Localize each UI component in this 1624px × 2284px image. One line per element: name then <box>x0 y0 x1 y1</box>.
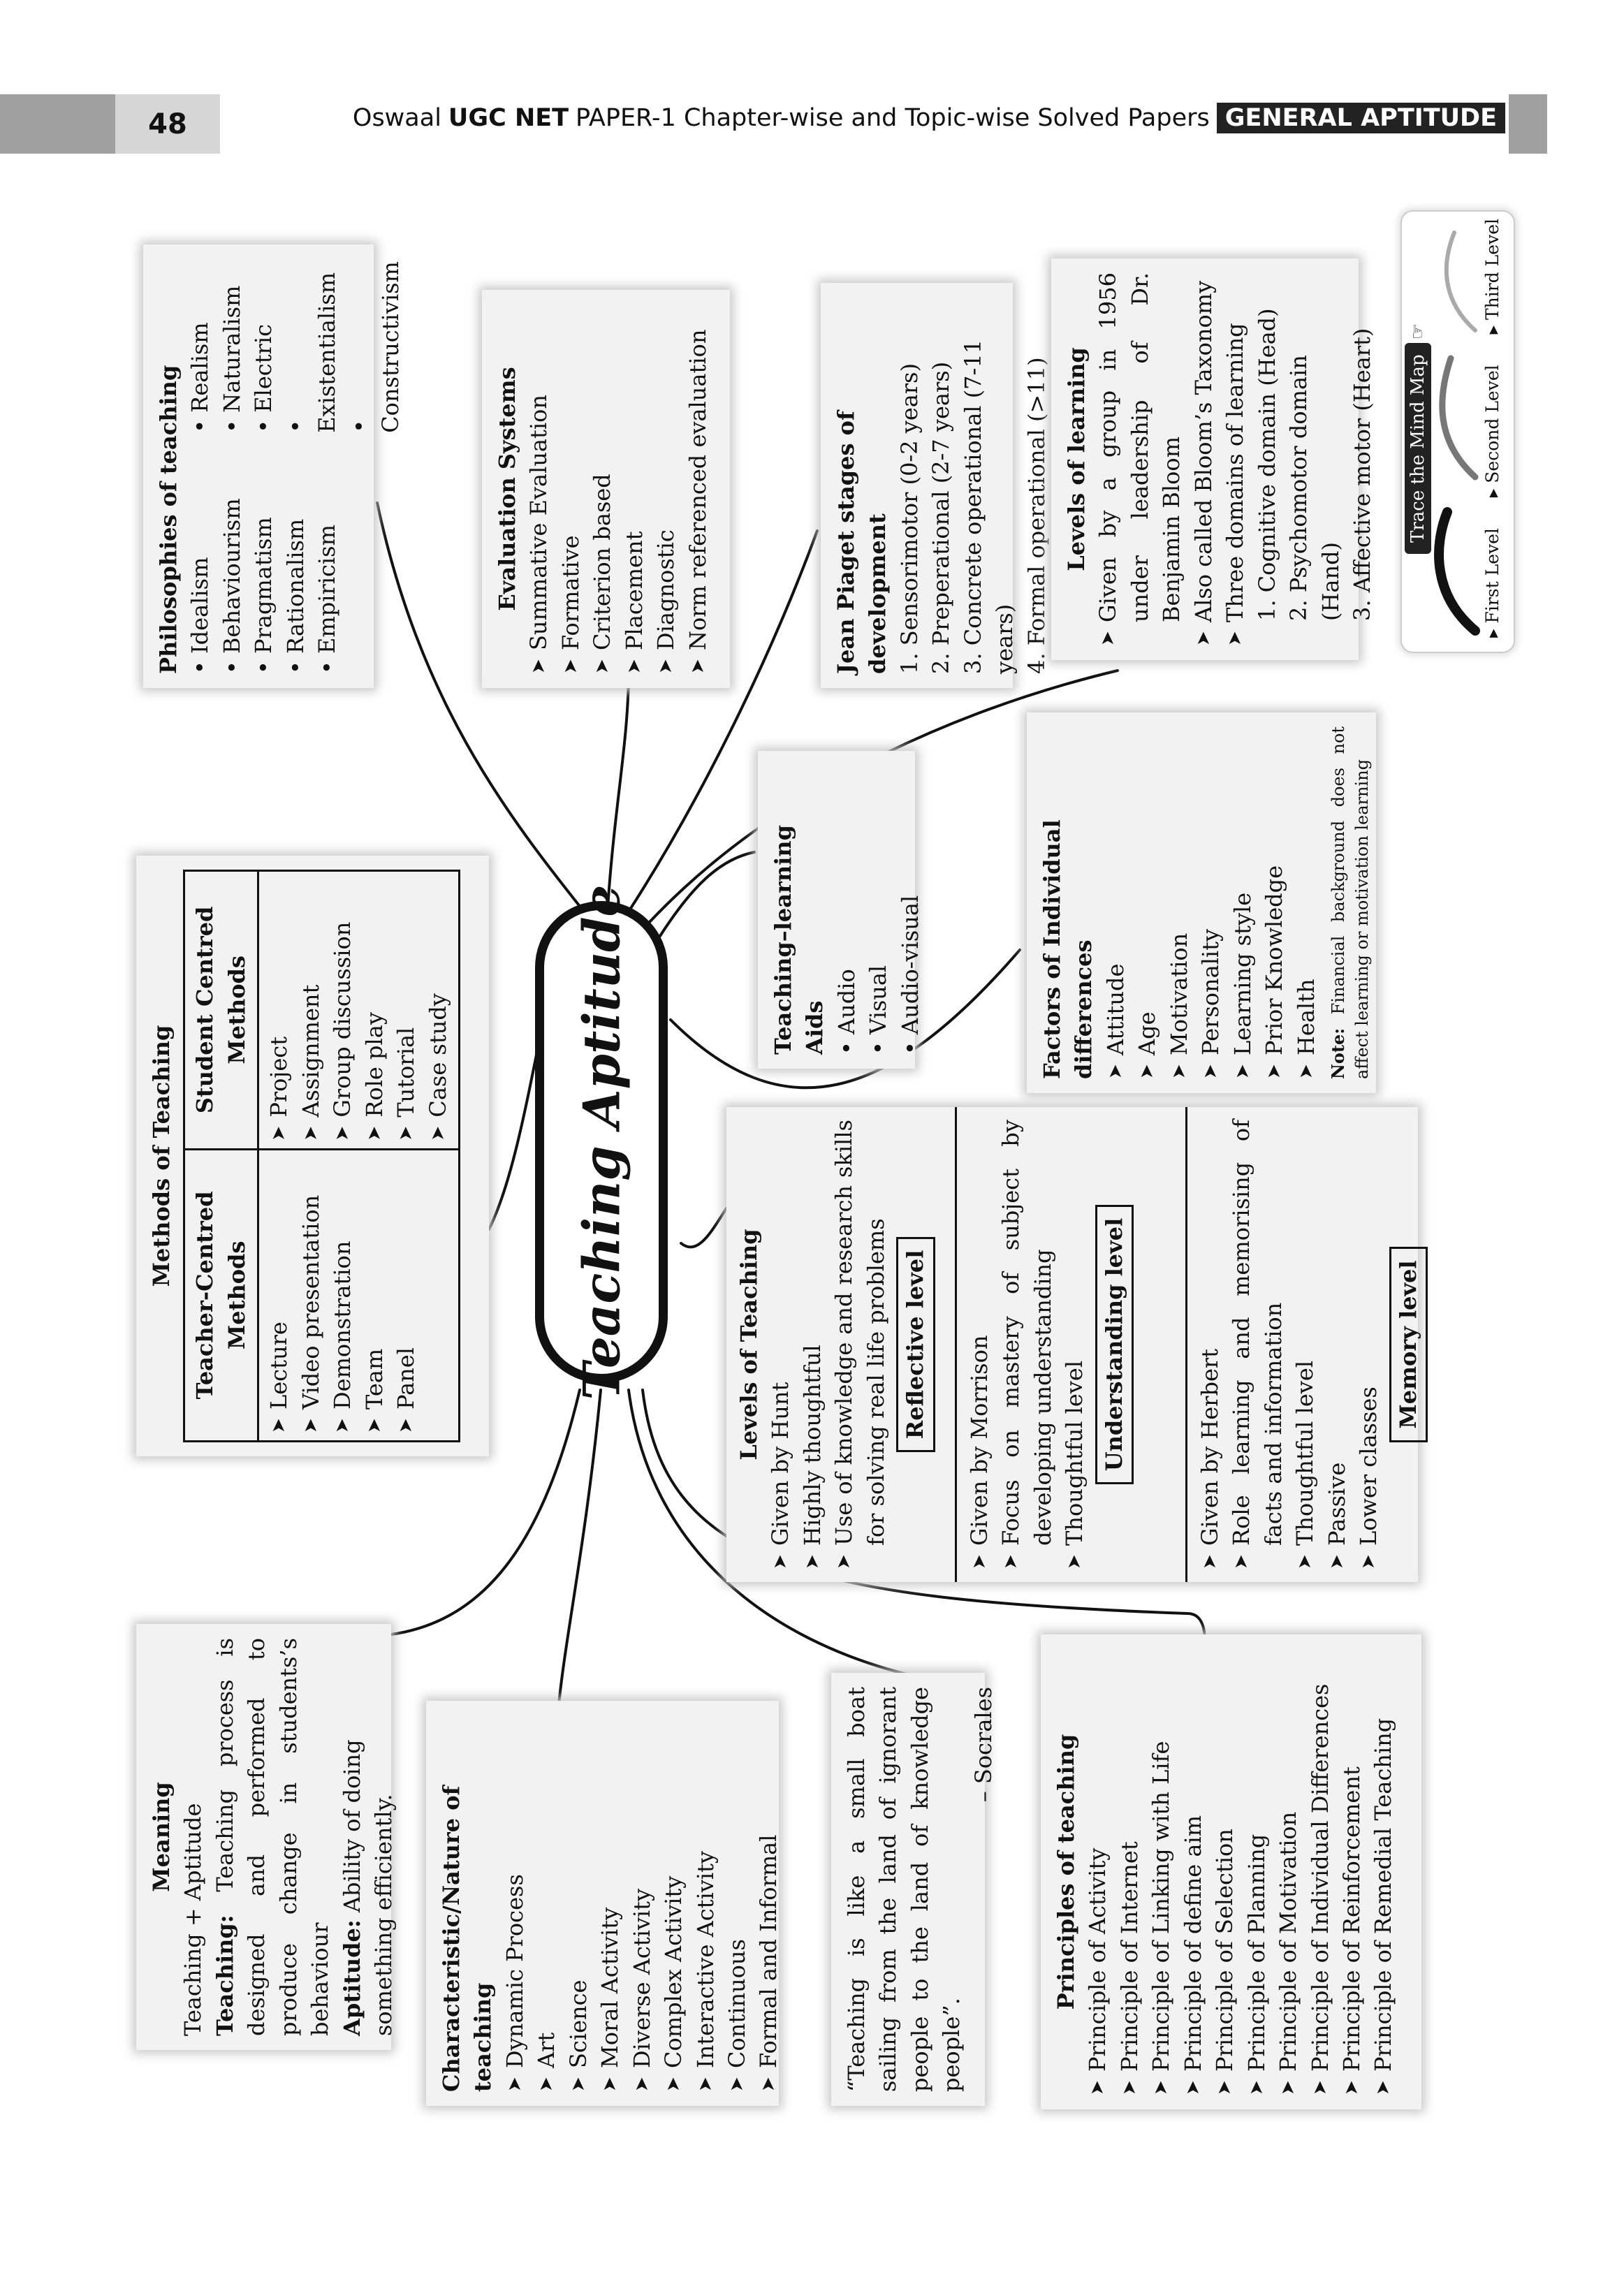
principle-item: ➤ Principle of Motivation <box>1275 1811 1302 2095</box>
methods-body-row <box>258 871 460 1442</box>
aid-item: • Visual <box>865 965 892 1055</box>
evaluation-box <box>482 290 730 688</box>
method-item: ➤ Tutorial <box>393 1027 420 1141</box>
understanding-level-label: Understanding level <box>1095 1205 1134 1485</box>
legend-first-level: ▸ First Level <box>1482 528 1502 638</box>
methods-box <box>136 856 489 1456</box>
meaning-teaching-label: Teaching: <box>211 1915 238 2036</box>
characteristic-item: ➤ Complex Activity <box>660 1875 687 2092</box>
reflective-item: ➤ Use of knowledge and research skills for solving real life problems <box>831 1120 889 1569</box>
meaning-aptitude-text: Ability of doing something efficiently. <box>338 1739 397 2036</box>
memory-item: ➤ Thoughtful level <box>1292 1360 1319 1569</box>
principle-item: ➤ Principle of Internet <box>1115 1841 1143 2095</box>
legend-curve-first <box>1439 512 1475 631</box>
levels-teaching-title: Levels of Teaching <box>736 1229 762 1461</box>
header-title-rest: PAPER-1 Chapter-wise and Topic-wise Solved Papers <box>576 104 1210 132</box>
evaluation-item: ➤ Formative <box>557 535 584 674</box>
piaget-item: 1. Sensorimotor (0-2 years) <box>895 363 923 674</box>
legend-inner <box>1402 212 1514 652</box>
teacher-centred-list <box>258 1149 460 1441</box>
evaluation-list <box>523 304 714 674</box>
principles-title: Principles of teaching <box>1053 1734 1079 2010</box>
connector-levels-teaching <box>681 1208 726 1247</box>
factors-box <box>1027 712 1376 1093</box>
characteristic-item: ➤ Continuous <box>723 1939 750 2092</box>
central-node-label: Teaching Aptitude <box>571 884 631 1400</box>
characteristic-item: ➤ Art <box>533 2032 560 2092</box>
quote-text: “Teaching is like a small boat sailing from the land of ignorant people to the land of knowledge people”. <box>843 1687 965 2092</box>
piaget-item: 4. Formal operational (>11) <box>1023 357 1050 674</box>
memory-item: ➤ Given by Herbert <box>1197 1348 1223 1569</box>
philosophies-col1 <box>184 439 407 674</box>
factors-title: Factors of Individual differences <box>1039 819 1097 1079</box>
piaget-title: Jean Piaget stages of development <box>833 411 891 674</box>
aid-item: • Audio-visual <box>896 895 923 1055</box>
meaning-title: Meaning <box>148 1782 175 1892</box>
philosophies-col2 <box>184 258 407 433</box>
hand-pointer-icon: ☞ <box>1407 323 1428 340</box>
principle-item: ➤ Principle of Reinforcement <box>1338 1766 1365 2095</box>
connector-characteristics <box>559 1390 601 1704</box>
meaning-aptitude <box>337 1638 400 2036</box>
factor-item: ➤ Prior Knowledge <box>1261 865 1288 1079</box>
characteristic-item: ➤ Science <box>564 1979 592 2092</box>
factors-note-label: Note: <box>1327 1027 1348 1079</box>
connector-methods <box>489 1048 538 1229</box>
evaluation-title: Evaluation Systems <box>494 367 520 611</box>
section-tag: GENERAL APTITUDE <box>1217 103 1505 133</box>
legend-levels <box>1482 219 1502 638</box>
principle-item: ➤ Principle of define aim <box>1179 1815 1206 2095</box>
domain-item: 2. Psychomotor domain (Hand) <box>1285 355 1344 621</box>
legend-curve-third <box>1447 233 1475 330</box>
levels-learning-item: ➤ Three domains of learning <box>1222 323 1249 646</box>
evaluation-item: ➤ Diagnostic <box>652 529 680 674</box>
domains-list <box>1252 272 1379 646</box>
aids-box <box>758 751 923 1069</box>
method-item: ➤ Demonstration <box>329 1240 356 1433</box>
factor-item: ➤ Age <box>1134 1011 1161 1079</box>
method-item: ➤ Role play <box>360 1012 388 1141</box>
characteristics-box <box>426 1701 782 2106</box>
principle-item: ➤ Principle of Activity <box>1084 1847 1111 2095</box>
evaluation-item: ➤ Norm referenced evaluation <box>684 329 711 674</box>
memory-item: ➤ Role learning and memorising of facts and information <box>1228 1120 1287 1569</box>
domain-item: 1. Cognitive domain (Head) <box>1253 308 1280 621</box>
philosophy-item: • Naturalism <box>218 285 245 433</box>
central-node <box>535 884 668 1400</box>
evaluation-item: ➤ Criterion based <box>589 474 616 674</box>
philosophies-title: Philosophies of teaching <box>155 365 182 674</box>
levels-learning-item: ➤ Also called Bloom’s Taxonomy <box>1190 280 1217 646</box>
meaning-teaching-text: Teaching process is designed and performed to produce change in students’s behaviour <box>211 1637 334 2036</box>
domain-item: 3. Affective motor (Heart) <box>1348 328 1375 621</box>
methods-title: Methods of Teaching <box>148 1025 175 1287</box>
method-item: ➤ Panel <box>393 1347 420 1433</box>
methods-header-row <box>184 871 258 1442</box>
methods-col1-header: Teacher-Centred Methods <box>184 1149 258 1441</box>
factor-item: ➤ Learning style <box>1229 892 1256 1079</box>
student-centred-list <box>258 871 460 1150</box>
evaluation-item: ➤ Summative Evaluation <box>525 395 553 674</box>
factor-item: ➤ Attitude <box>1102 963 1129 1079</box>
method-item: ➤ Team <box>360 1348 388 1433</box>
meaning-aptitude-label: Aptitude: <box>338 1919 365 2036</box>
principles-box <box>1041 1634 1421 2109</box>
evaluation-item: ➤ Placement <box>620 531 648 674</box>
legend-box <box>1400 210 1515 653</box>
header-title-bold: UGC NET <box>448 104 569 132</box>
legend-title: Trace the Mind Map <box>1405 343 1431 554</box>
method-item: ➤ Case study <box>424 993 451 1141</box>
piaget-box <box>821 283 1050 688</box>
legend-third-level: ▸ Third Level <box>1482 219 1502 335</box>
quote-author: – Socrales <box>970 1687 997 1803</box>
memory-item: ➤ Lower classes <box>1355 1386 1382 1569</box>
legend-curve-second <box>1442 358 1475 477</box>
principle-item: ➤ Principle of Selection <box>1211 1829 1238 2095</box>
philosophy-item: • Empiricism <box>314 525 341 674</box>
philosophy-item: • Pragmatism <box>250 517 277 674</box>
philosophy-item: • Electric <box>250 323 277 433</box>
reflective-level-label: Reflective level <box>896 1237 935 1453</box>
levels-teaching-box <box>726 1107 1421 1582</box>
factor-item: ➤ Personality <box>1197 928 1224 1079</box>
connector-evaluation <box>608 671 629 908</box>
understanding-item: ➤ Given by Morrison <box>966 1335 993 1569</box>
principle-item: ➤ Principle of Planning <box>1243 1833 1270 2095</box>
legend-second-level: ▸ Second Level <box>1482 365 1502 498</box>
principle-item: ➤ Principle of Individual Differences <box>1306 1683 1333 2095</box>
philosophies-list <box>184 258 407 674</box>
philosophy-item: • Idealism <box>186 557 214 674</box>
understanding-item: ➤ Thoughtful level <box>1061 1360 1088 1569</box>
principle-item: ➤ Principle of Remedial Teaching <box>1370 1718 1397 2095</box>
factor-item: ➤ Motivation <box>1165 932 1192 1079</box>
factors-note <box>1326 726 1374 1079</box>
philosophy-item: • Realism <box>186 322 214 433</box>
method-item: ➤ Project <box>265 1036 293 1141</box>
connector-aids <box>660 852 754 936</box>
philosophy-item: • Behaviourism <box>218 498 245 674</box>
levels-teaching-inner <box>726 1107 1421 1582</box>
philosophies-box <box>143 244 404 688</box>
piaget-item: 3. Concrete operational (7-11 years) <box>959 339 1018 674</box>
piaget-item: 2. Preperational (2-7 years) <box>928 361 955 674</box>
method-item: ➤ Video presentation <box>297 1194 324 1433</box>
header-title-prefix: Oswaal <box>352 104 441 132</box>
meaning-line1: Teaching + Aptitude <box>180 1803 207 2036</box>
meaning-teaching <box>210 1638 337 2036</box>
reflective-item: ➤ Given by Hunt <box>767 1382 794 1569</box>
philosophy-item: • Existentialism <box>281 272 341 433</box>
characteristic-item: ➤ Diverse Activity <box>628 1888 655 2092</box>
methods-table <box>183 870 460 1442</box>
reflective-item: ➤ Highly thoughtful <box>798 1345 826 1569</box>
levels-learning-box <box>1051 258 1375 660</box>
understanding-item: ➤ Focus on mastery of subject by developing understanding <box>997 1120 1056 1569</box>
memory-item: ➤ Passive <box>1323 1462 1350 1569</box>
characteristic-item: ➤ Formal and Informal <box>755 1834 782 2092</box>
meaning-box <box>136 1624 397 2050</box>
aid-item: • Audio <box>833 969 860 1055</box>
memory-level-label: Memory level <box>1389 1247 1428 1442</box>
philosophy-item: • Constructivism <box>345 261 404 433</box>
factor-item: ➤ Health <box>1292 979 1319 1079</box>
legend-title-pill <box>1407 323 1428 554</box>
characteristic-item: ➤ Moral Activity <box>597 1907 624 2092</box>
aids-title: Teaching–learning Aids <box>770 825 828 1055</box>
method-item: ➤ Assignment <box>297 984 324 1141</box>
characteristic-item: ➤ Interactive Activity <box>692 1851 719 2092</box>
page-number: 48 <box>115 94 220 154</box>
understanding-section <box>957 1107 1187 1582</box>
methods-col2-header: Student Centred Methods <box>184 871 258 1150</box>
factors-note-text: Financial background does not affect learning or motivation learning <box>1328 726 1372 1079</box>
method-item: ➤ Group discussion <box>329 921 356 1141</box>
levels-learning-title: Levels of learning <box>1063 347 1090 571</box>
method-item: ➤ Lecture <box>265 1322 293 1433</box>
reflective-section <box>726 1107 957 1582</box>
characteristics-title: Characteristic/Nature of teaching <box>438 1785 497 2092</box>
philosophy-item: • Rationalism <box>281 518 309 674</box>
principle-item: ➤ Principle of Linking with Life <box>1148 1741 1175 2095</box>
characteristic-item: ➤ Dynamic Process <box>501 1874 528 2092</box>
levels-learning-item: ➤ Given by a group in 1956 under leadership of Dr. Benjamin Bloom <box>1095 272 1185 646</box>
memory-section <box>1187 1107 1421 1582</box>
quote-box <box>831 1673 997 2106</box>
legend-curves <box>1433 212 1482 652</box>
